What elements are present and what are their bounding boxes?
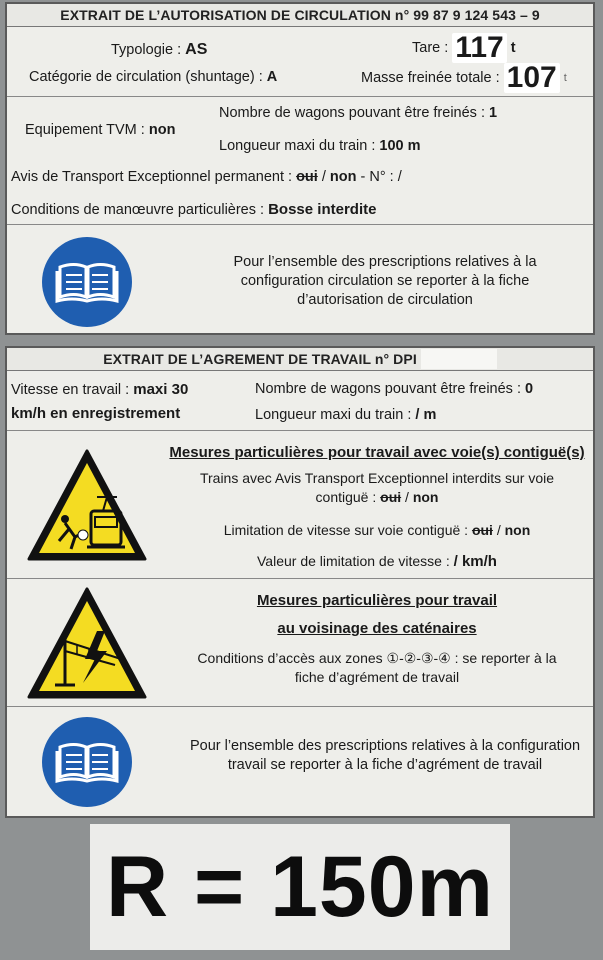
work-approval-header (7, 348, 593, 371)
radius-sign: R = 150m (90, 824, 510, 950)
adjacent-track-heading: Mesures particulières pour travail avec voie(s) contiguë(s) (169, 444, 585, 461)
longueur-label: Longueur maxi du train : (219, 138, 376, 154)
work-wagons-value: 0 (525, 381, 534, 397)
typologie-value: AS (185, 41, 208, 58)
book-icon (42, 237, 132, 327)
train-hazard-warning-icon (25, 447, 149, 563)
masse-unit: t (563, 72, 567, 84)
work-approval-header-text: EXTRAIT DE L’AGREMENT DE TRAVAIL n° DPI (103, 351, 417, 367)
speed-value-row (167, 552, 587, 571)
catenary-section (7, 579, 593, 707)
catenary-title-1 (167, 591, 587, 611)
circulation-header: EXTRAIT DE L’AUTORISATION DE CIRCULATION n° 99 87 9 124 543 – 9 (7, 4, 593, 27)
work-approval-panel (5, 346, 595, 818)
work-longueur-value: / m (415, 407, 437, 423)
longueur-value: 100 m (379, 138, 421, 154)
wagons-label: Nombre de wagons pouvant être freinés : (219, 105, 485, 121)
exceptional-transport-line1: Trains avec Avis Transport Exceptionnel interdits sur voie (199, 470, 555, 486)
book-icon (42, 717, 132, 807)
work-longueur-label: Longueur maxi du train : (255, 407, 412, 423)
wagons-row (219, 105, 497, 121)
limitation-non: non (504, 522, 531, 538)
categorie-value: A (266, 69, 278, 85)
catenary-heading-2: au voisinage des caténaires (277, 620, 477, 637)
redacted-number (421, 349, 497, 369)
vitesse-value-1: maxi 30 (133, 381, 189, 398)
typologie-label: Typologie : (111, 42, 182, 58)
contigue-sep: / (405, 489, 409, 505)
contigue-non: non (412, 489, 439, 505)
catenary-heading-1: Mesures particulières pour travail (256, 592, 498, 609)
reference-section (7, 225, 593, 335)
exceptional-transport-line2 (167, 488, 587, 507)
exceptional-transport-text (167, 469, 587, 507)
contigue-label: contiguë : (315, 489, 377, 505)
tvm-value: non (148, 122, 176, 138)
tvm-label: Equipement TVM : (25, 122, 145, 138)
adjacent-track-title (167, 443, 587, 463)
limitation-sep: / (496, 522, 501, 538)
vitesse-row (11, 381, 188, 398)
limitation-label: Limitation de vitesse sur voie contiguë : (223, 522, 469, 538)
categorie-label: Catégorie de circulation (shuntage) : (29, 69, 263, 85)
tare-unit: t (510, 40, 516, 56)
masse-row (361, 63, 567, 93)
ate-row (11, 169, 402, 185)
limitation-oui: oui (471, 522, 493, 538)
categorie-row (29, 69, 277, 85)
speed-limitation-row (167, 521, 587, 540)
valeur-value: / km/h (453, 553, 497, 570)
circulation-reference-text: Pour l’ensemble des prescriptions relatives à la configuration circulation se reporter à la fiche d’autorisation de circulation (233, 254, 537, 308)
work-reference-text: Pour l’ensemble des prescriptions relatives à la configuration travail se reporter à la fiche d’agrément de travail (189, 738, 581, 773)
manoeuvre-value: Bosse interdite (268, 201, 377, 218)
masse-label: Masse freinée totale : (361, 70, 500, 86)
contigue-oui: oui (380, 489, 402, 505)
catenary-access-line2: fiche d’agrément de travail (294, 669, 460, 685)
circulation-authorization-panel (5, 2, 595, 335)
typology-section (7, 27, 593, 97)
work-longueur-row (255, 407, 436, 423)
catenary-access-text (167, 649, 587, 687)
valeur-label: Valeur de limitation de vitesse : (257, 553, 450, 569)
work-reference-section (7, 707, 593, 819)
wagons-value: 1 (489, 105, 498, 121)
manoeuvre-label: Conditions de manœuvre particulières : (11, 202, 265, 218)
ate-num: - N° : / (360, 169, 402, 185)
ate-sep: / (321, 169, 326, 185)
tare-value: 117 (452, 33, 506, 63)
typologie-row (111, 41, 207, 59)
manoeuvre-row (11, 201, 376, 218)
work-speed-section (7, 371, 593, 431)
catenary-title-2 (167, 619, 587, 639)
longueur-row (219, 138, 421, 154)
electrical-hazard-warning-icon (25, 585, 149, 701)
tare-row (412, 33, 516, 63)
vitesse-label: Vitesse en travail : (11, 382, 130, 398)
ate-non: non (329, 169, 357, 185)
ate-oui: oui (296, 169, 318, 185)
tvm-row (25, 122, 175, 138)
masse-value: 107 (504, 63, 560, 93)
work-wagons-row (255, 381, 533, 397)
tare-label: Tare : (412, 40, 449, 56)
work-wagons-label: Nombre de wagons pouvant être freinés : (255, 381, 521, 397)
adjacent-track-section (7, 431, 593, 579)
equipment-section (7, 97, 593, 225)
ate-label: Avis de Transport Exceptionnel permanent : (11, 169, 293, 185)
vitesse-value-2: km/h en enregistrement (11, 405, 181, 422)
catenary-access-line1: Conditions d’accès aux zones ①-②-③-④ : se reporter à la (197, 650, 557, 666)
